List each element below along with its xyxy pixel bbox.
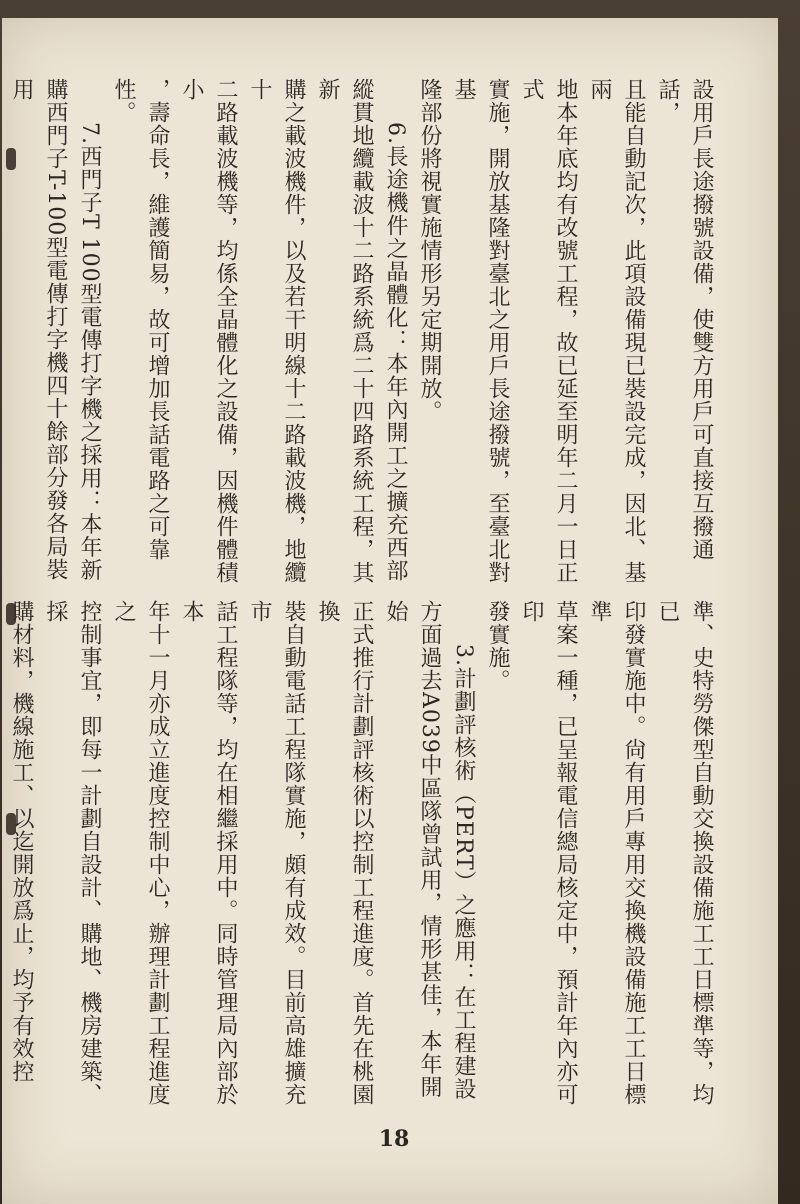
page-number: 18: [378, 1126, 410, 1152]
text-column: 發實施。: [485, 600, 510, 692]
text-column: 購之載波機件，以及若干明線十二路載波機，地纜十: [247, 78, 306, 584]
text-column: 設用戶長途撥號設備，使雙方用戶可直接互撥通話，: [655, 78, 714, 561]
text-column: 準、史特勞傑型自動交換設備施工工日標準等，均已: [655, 600, 714, 1106]
text-column: 地本年底均有改號工程，故已延至明年二月一日正式: [519, 78, 578, 584]
text-column: 年十一月亦成立進度控制中心，辦理計劃工程進度之: [111, 600, 170, 1106]
text-column: 方面過去A039中區隊曾試用，情形甚佳，本年開始: [383, 600, 442, 1099]
text-column: ，壽命長，維護簡易，故可增加長話電路之可靠性。: [111, 78, 170, 561]
text-column: 二路載波機等，均係全晶體化之設備，因機件體積小: [179, 78, 238, 584]
bottom-text-block: [9, 600, 718, 1120]
document-page: [2, 18, 778, 1204]
text-column: 隆部份將視實施情形另定期開放。: [417, 78, 442, 423]
text-column: 印發實施中。尙有用戶專用交換機設備施工工日標準: [587, 600, 646, 1106]
text-column: 且能自動記次，此項設備現已裝設完成，因北、基兩: [587, 78, 646, 584]
text-column: 購西門子T-100型電傳打字機四十餘部分發各局裝用: [9, 78, 68, 582]
text-column: 購材料，機線施工、以迄開放爲止，均予有效控: [9, 600, 34, 1083]
text-column: 話工程隊等，均在相繼採用中。同時管理局內部於本: [179, 600, 238, 1106]
text-column: 正式推行計劃評核術以控制工程進度。首先在桃園換: [315, 600, 374, 1106]
text-column: [0, 78, 4, 598]
text-column: 裝自動電話工程隊實施，頗有成效。目前高雄擴充市: [247, 600, 306, 1106]
text-column: 7.西門子T 100型電傳打字機之採用：本年新: [77, 122, 102, 582]
bottom-text-columns: [0, 600, 718, 1120]
text-column: 草案一種，已呈報電信總局核定中，預計年內亦可印: [519, 600, 578, 1106]
text-column: 3.計劃評核術（PERT）之應用：在工程建設: [451, 644, 476, 1101]
top-text-columns: [0, 78, 718, 598]
text-column: 6.長途機件之晶體化：本年內開工之擴充西部: [383, 122, 408, 582]
top-text-block: [9, 78, 718, 598]
text-column: 實施，開放基隆對臺北之用戶長途撥號，至臺北對基: [451, 78, 510, 584]
text-column: 縱貫地纜載波十二路系統爲二十四路系統工程，其新: [315, 78, 374, 584]
text-column: 控制事宜，即每一計劃自設計、購地、機房建築、採: [43, 600, 102, 1106]
